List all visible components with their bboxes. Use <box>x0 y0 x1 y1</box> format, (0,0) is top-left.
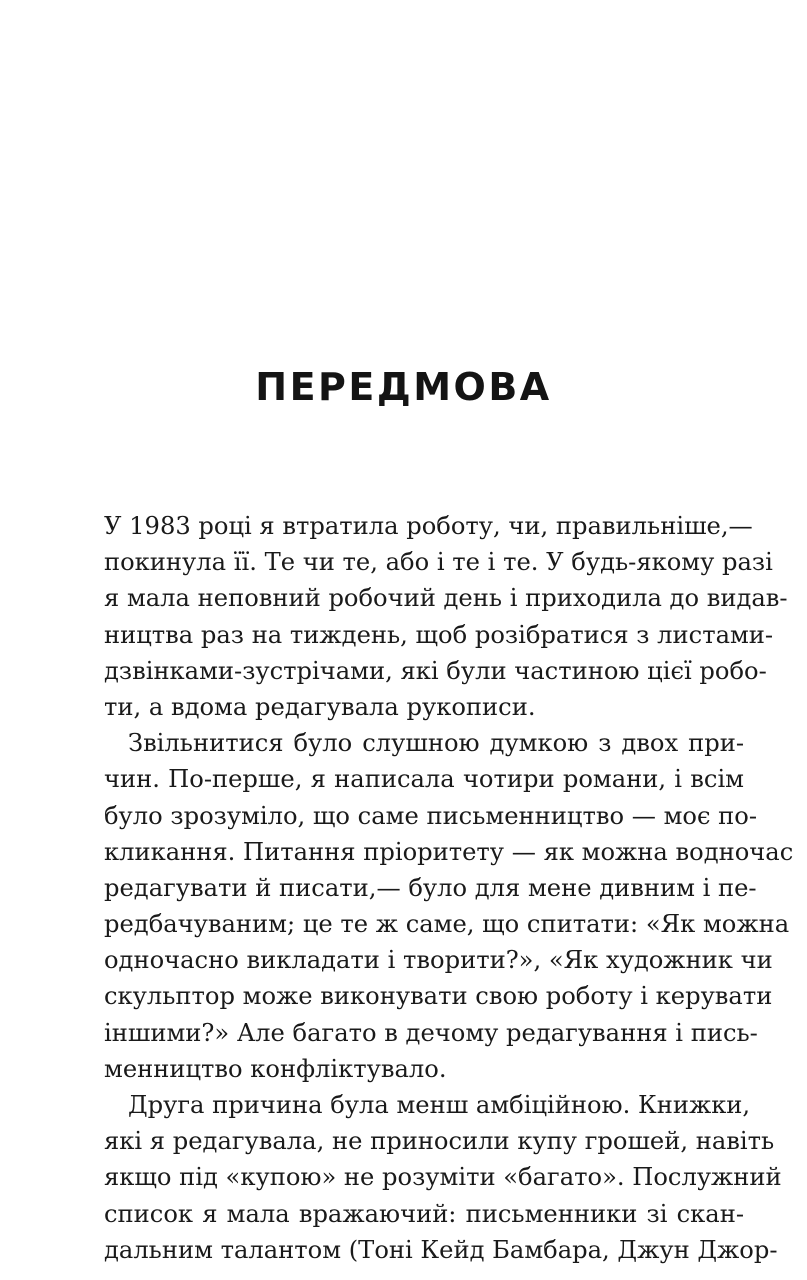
text-line: список я мала вражаючий: письменники зі скан- <box>104 1199 744 1228</box>
text-line: скульптор може виконувати свою роботу і керувати <box>104 982 773 1011</box>
text-line: Звільнитися було слушною думкою з двох при- <box>128 729 744 758</box>
text-line: іншими?» Але багато в дечому редагування і пись- <box>104 1018 758 1047</box>
text-line: покинула її. Те чи те, або і те і те. У будь-якому разі <box>104 548 773 577</box>
body-text <box>104 508 794 1268</box>
paragraph-1 <box>104 508 788 725</box>
text-line: які я редагувала, не приносили купу грошей, навіть <box>104 1127 775 1156</box>
text-line: редбачуваним; це те ж саме, що спитати: «Як можна <box>104 910 790 939</box>
text-line: менництво конфліктувало. <box>104 1054 447 1083</box>
text-line: якщо під «купою» не розуміти «багато». Послужний <box>104 1163 782 1192</box>
text-line: Друга причина була менш амбіційною. Книжки, <box>128 1091 751 1119</box>
text-line: одночасно викладати і творити?», «Як художник чи <box>104 946 773 975</box>
text-line: редагувати й писати,— було для мене дивним і пе- <box>104 873 757 902</box>
paragraph-2 <box>104 725 794 1087</box>
text-line: дзвінками-зустрічами, які були частиною цієї робо- <box>104 656 767 685</box>
text-line: я мала неповний робочий день і приходила до видав- <box>104 584 788 613</box>
text-line: кликання. Питання пріоритету — як можна водночас <box>104 837 794 866</box>
chapter-title: ПЕРЕДМОВА <box>255 365 552 409</box>
text-line: ти, а вдома редагувала рукописи. <box>104 692 536 721</box>
paragraph-3 <box>104 1087 782 1268</box>
text-line: було зрозуміло, що саме письменництво — моє по- <box>104 801 758 830</box>
text-line: дальним талантом (Тоні Кейд Бамбара, Джун Джор- <box>104 1235 778 1264</box>
text-line: У 1983 році я втратила роботу, чи, правильніше,— <box>104 512 753 540</box>
text-line: ництва раз на тиждень, щоб розібратися з листами- <box>104 620 774 649</box>
text-line: чин. По-перше, я написала чотири романи, і всім <box>104 765 744 794</box>
